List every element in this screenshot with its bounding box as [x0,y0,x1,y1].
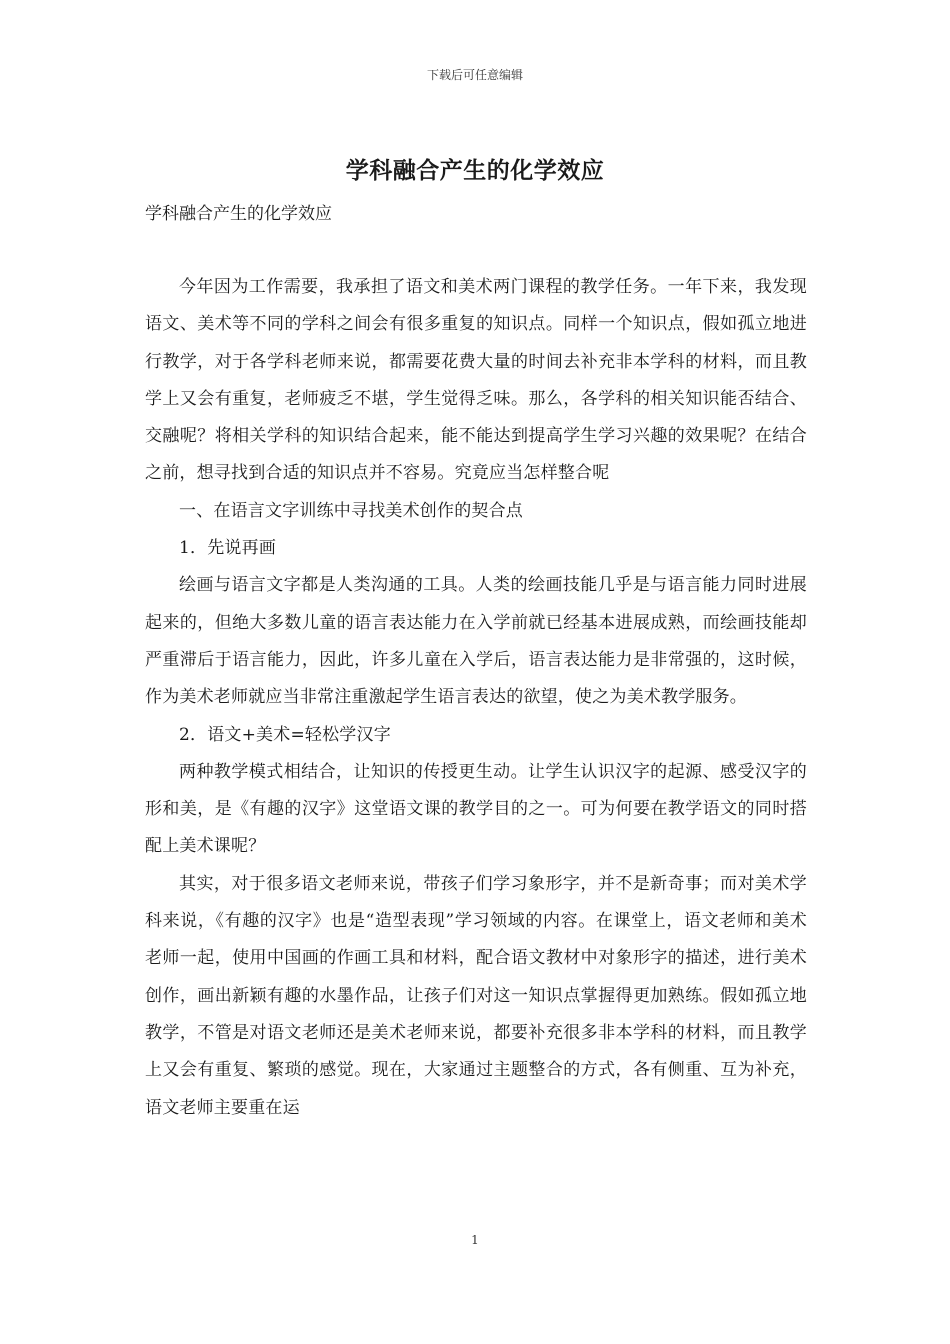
section-heading-1: 一、在语言文字训练中寻找美术创作的契合点 [179,500,523,521]
paragraph-drawing-language: 绘画与语言文字都是人类沟通的工具。人类的绘画技能几乎是与语言能力同时进展起来的，但绝大多数儿童的语言表达能力在入学前就已经基本进展成熟，而绘画技能却严重滞后于语言能力，因此，许多儿童在入学后，语言表达能力是非常强的，这时候，作为美术老师就应当非常注重激起学生语言表达的欲望，使之为美术教学服务。 [145,575,807,708]
paragraph-pictographs: 其实，对于很多语文老师来说，带孩子们学习象形字，并不是新奇事；而对美术学科来说，《有趣的汉字》也是“造型表现”学习领域的内容。在课堂上，语文老师和美术老师一起，使用中国画的作画工具和材料，配合语文教材中对象形字的描述，进行美术创作，画出新颖有趣的水墨作品，让孩子们对这一知识点掌握得更加熟练。假如孤立地教学，不管是对语文老师还是美术老师来说，都要补充很多非本学科的材料，而且教学上又会有重复、繁琐的感觉。现在，大家通过主题整合的方式，各有侧重、互为补充，语文老师主要重在运 [145,873,807,1118]
document-subtitle: 学科融合产生的化学效应 [145,204,332,224]
subsection-heading-2: 2．语文+美术=轻松学汉字 [179,724,391,745]
header-note: 下载后可任意编辑 [426,68,523,82]
paragraph-teaching-modes: 两种教学模式相结合，让知识的传授更生动。让学生认识汉字的起源、感受汉字的形和美，是《有趣的汉字》这堂语文课的教学目的之一。可为何要在教学语文的同时搭配上美术课呢？ [145,761,807,857]
subsection-heading-1: 1．先说再画 [179,538,277,559]
document-body [145,269,807,1127]
page-number: 1 [471,1233,479,1247]
document-title: 学科融合产生的化学效应 [345,157,605,184]
paragraph-intro: 今年因为工作需要，我承担了语文和美术两门课程的教学任务。一年下来，我发现语文、美术等不同的学科之间会有很多重复的知识点。同样一个知识点，假如孤立地进行教学，对于各学科老师来说，都需要花费大量的时间去补充非本学科的材料，而且教学上又会有重复，老师疲乏不堪，学生觉得乏味。那么，各学科的相关知识能否结合、交融呢？将相关学科的知识结合起来，能不能达到提高学生学习兴趣的效果呢？在结合之前，想寻找到合适的知识点并不容易。究竟应当怎样整合呢 [145,277,807,484]
